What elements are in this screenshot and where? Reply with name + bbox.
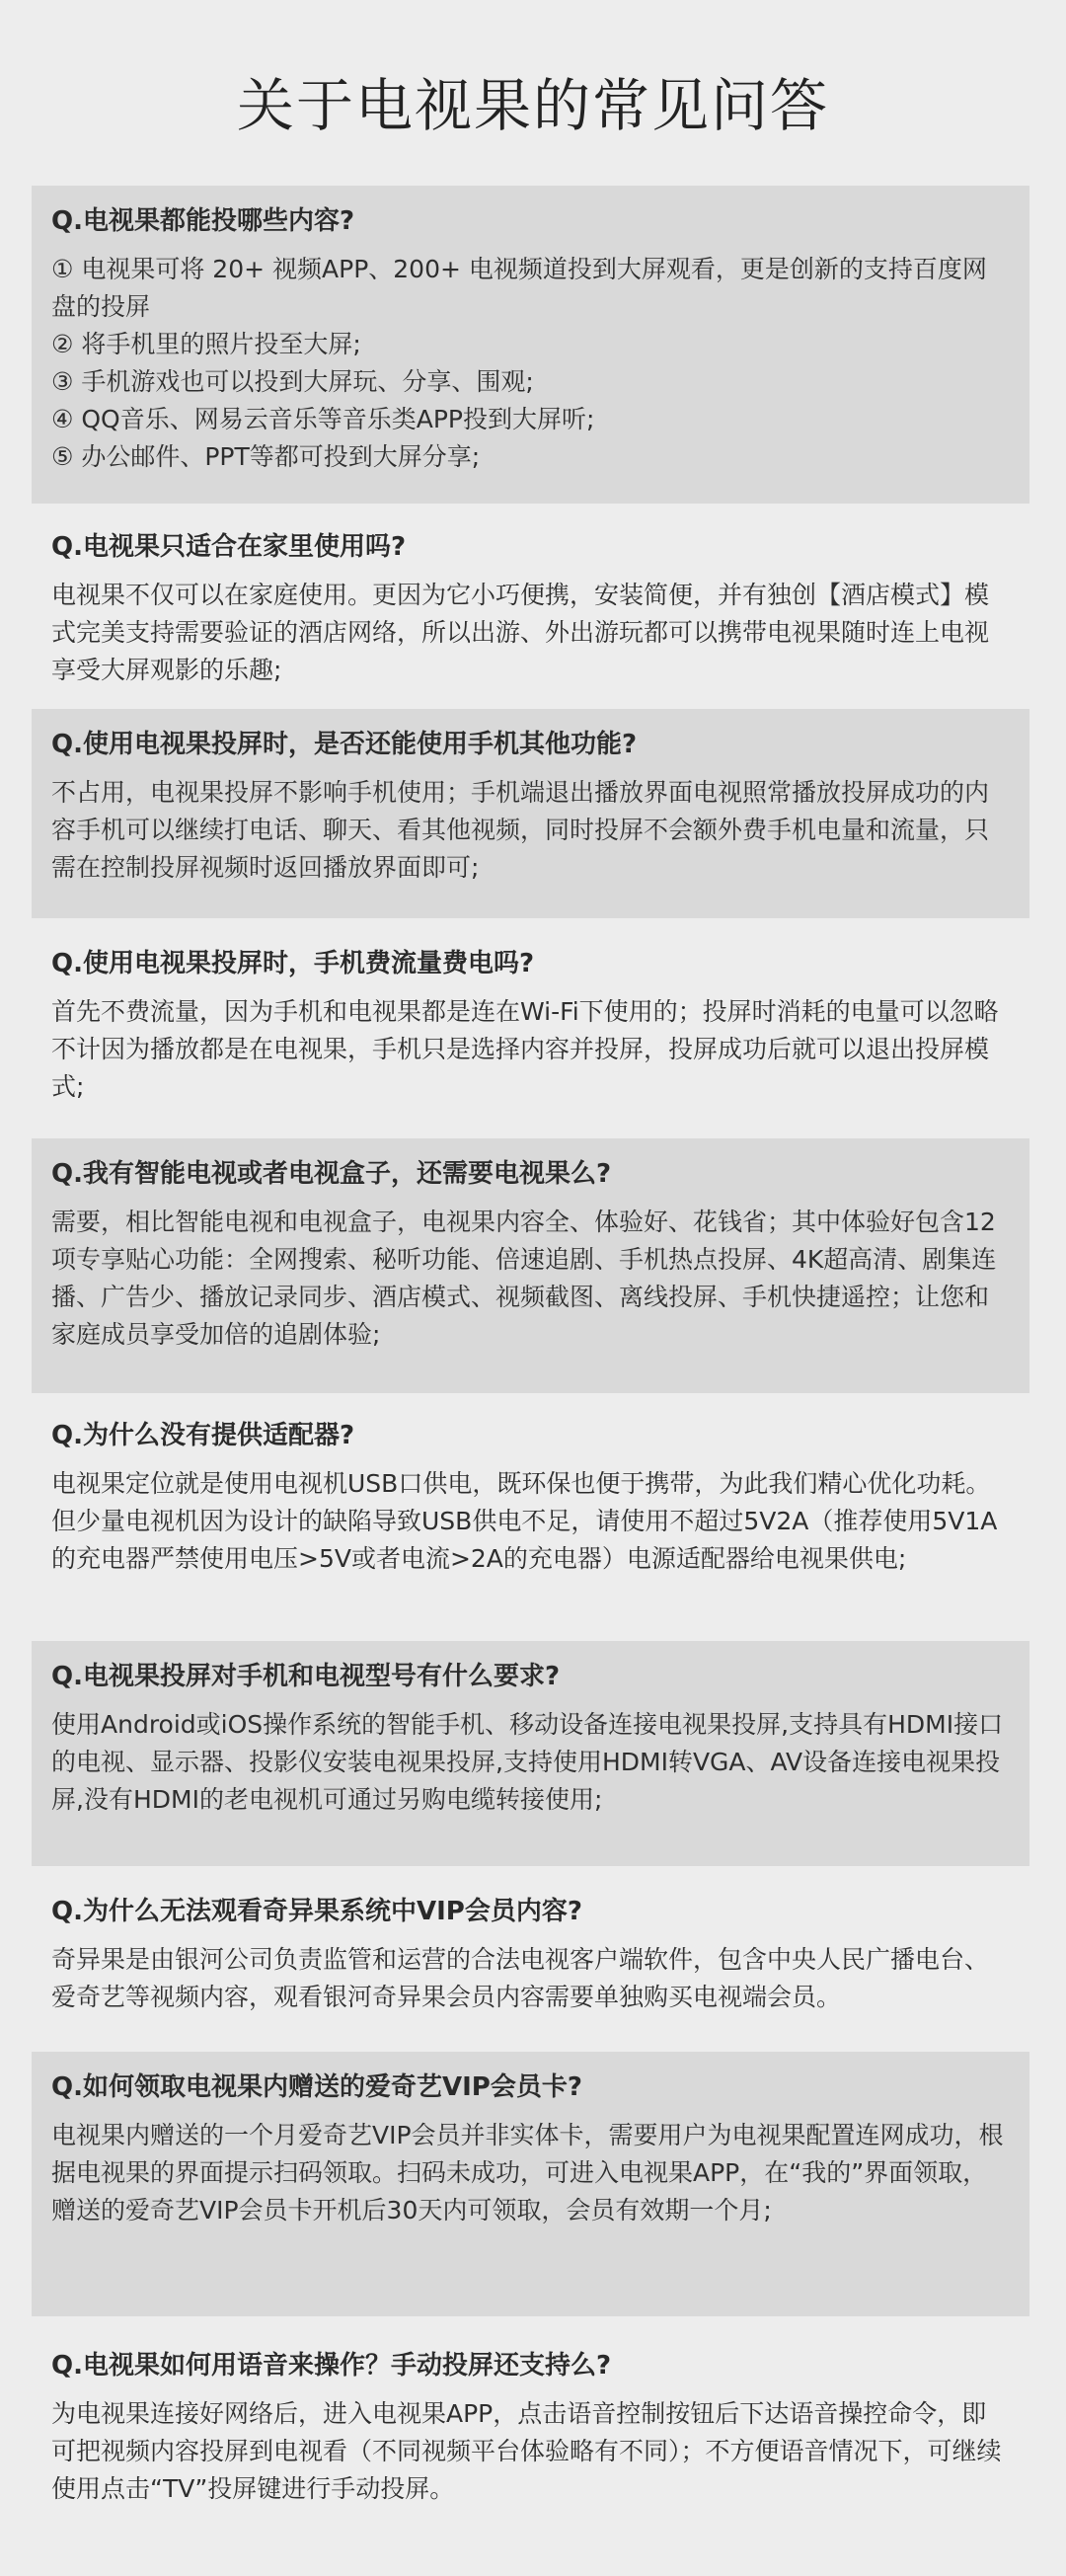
list-item: ② 将手机里的照片投至大屏; [51,330,361,358]
faq-question: Q.使用电视果投屏时，手机费流量费电吗? [51,949,535,978]
faq-question: Q.电视果只适合在家里使用吗? [51,532,407,562]
faq-item-data-battery [32,928,1029,1126]
faq-item-device-requirements [32,1641,1029,1866]
faq-item-home-use [32,511,1029,705]
list-item: ⑤ 办公邮件、PPT等都可投到大屏分享; [51,442,481,471]
faq-item-content-types [32,186,1029,504]
page-title: 关于电视果的常见问答 [236,72,829,139]
faq-question: Q.我有智能电视或者电视盒子，还需要电视果么? [51,1159,612,1189]
faq-answer: 电视果内赠送的一个月爱奇艺VIP会员并非实体卡，需要用户为电视果配置连网成功，根据电视果的界面提示扫码领取。扫码未成功，可进入电视果APP，在“我的”界面领取，赠送的爱奇艺VIP会员卡开机后30天内可领取，会员有效期一个月; [51,2121,1004,2225]
list-item: ④ QQ音乐、网易云音乐等音乐类APP投到大屏听; [51,405,595,433]
faq-question: Q.电视果都能投哪些内容? [51,206,355,236]
faq-answer-list [51,251,1010,476]
faq-answer: 电视果不仅可以在家庭使用。更因为它小巧便携，安装简便，并有独创【酒店模式】模式完美支持需要验证的酒店网络，所以出游、外出游玩都可以携带电视果随时连上电视享受大屏观影的乐趣; [51,581,990,684]
faq-answer: 为电视果连接好网络后，进入电视果APP，点击语音控制按钮后下达语音操控命令，即可把视频内容投屏到电视看（不同视频平台体验略有不同）；不方便语音情况下，可继续使用点击“TV”投屏键进行手动投屏。 [51,2399,1002,2503]
faq-item-phone-functions [32,709,1029,918]
faq-item-vip-content [32,1876,1029,2044]
list-item: ③ 手机游戏也可以投到大屏玩、分享、围观; [51,367,534,396]
faq-item-vip-card [32,2052,1029,2316]
faq-question: Q.使用电视果投屏时，是否还能使用手机其他功能? [51,730,638,759]
faq-answer: 奇异果是由银河公司负责监管和运营的合法电视客户端软件，包含中央人民广播电台、爱奇艺等视频内容，观看银河奇异果会员内容需要单独购买电视端会员。 [51,1945,990,2011]
faq-item-adapter [32,1400,1029,1637]
faq-question: Q.为什么无法观看奇异果系统中VIP会员内容? [51,1897,582,1926]
faq-answer: 使用Android或iOS操作系统的智能手机、移动设备连接电视果投屏,支持具有HDMI接口的电视、显示器、投影仪安装电视果投屏,支持使用HDMI转VGA、AV设备连接电视果投屏,没有HDMI的老电视机可通过另购电缆转接使用; [51,1710,1004,1814]
faq-answer: 首先不费流量，因为手机和电视果都是连在Wi-Fi下使用的；投屏时消耗的电量可以忽略不计因为播放都是在电视果，手机只是选择内容并投屏，投屏成功后就可以退出投屏模式; [51,997,999,1101]
faq-item-smart-tv [32,1138,1029,1393]
faq-question: Q.为什么没有提供适配器? [51,1421,355,1450]
faq-question: Q.如何领取电视果内赠送的爱奇艺VIP会员卡? [51,2072,582,2102]
faq-question: Q.电视果投屏对手机和电视型号有什么要求? [51,1662,561,1691]
faq-item-voice-control [32,2330,1029,2547]
faq-question: Q.电视果如何用语音来操作？手动投屏还支持么? [51,2351,612,2381]
faq-answer: 不占用，电视果投屏不影响手机使用；手机端退出播放界面电视照常播放投屏成功的内容手机可以继续打电话、聊天、看其他视频，同时投屏不会额外费手机电量和流量，只需在控制投屏视频时返回播放界面即可; [51,778,990,882]
faq-answer: 电视果定位就是使用电视机USB口供电，既环保也便于携带，为此我们精心优化功耗。但少量电视机因为设计的缺陷导致USB供电不足，请使用不超过5V2A（推荐使用5V1A的充电器严禁使用电压>5V或者电流>2A的充电器）电源适配器给电视果供电; [51,1469,998,1573]
faq-answer: 需要，相比智能电视和电视盒子，电视果内容全、体验好、花钱省；其中体验好包含12项专享贴心功能：全网搜索、秘听功能、倍速追剧、手机热点投屏、4K超高清、剧集连播、广告少、播放记录同步、酒店模式、视频截图、离线投屏、手机快捷遥控；让您和家庭成员享受加倍的追剧体验; [51,1208,997,1349]
list-item: ① 电视果可将 20+ 视频APP、200+ 电视频道投到大屏观看，更是创新的支持百度网盘的投屏 [51,255,987,321]
